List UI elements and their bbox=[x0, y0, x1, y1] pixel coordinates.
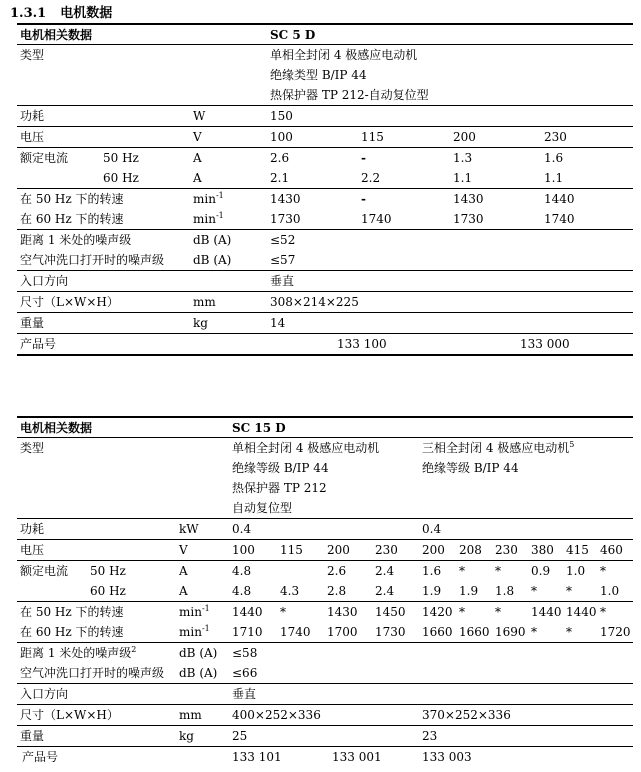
power-label: 功耗 bbox=[20, 109, 45, 123]
voltage-value: 460 bbox=[600, 543, 623, 557]
speed-value: 1440 bbox=[544, 192, 575, 206]
weight-unit: kg bbox=[193, 316, 208, 330]
speed-unit: $\min^{-1}$ bbox=[179, 624, 210, 639]
noise-row bbox=[17, 642, 633, 680]
voltage-value: 100 bbox=[232, 543, 255, 557]
speed-value: * bbox=[495, 605, 501, 619]
header-label: 电机相关数据 bbox=[20, 421, 93, 435]
weight-value: 25 bbox=[232, 729, 248, 743]
voltage-value: 200 bbox=[453, 130, 476, 144]
current-value: - bbox=[361, 151, 366, 165]
speed-value: * bbox=[280, 605, 286, 619]
power-label: 功耗 bbox=[20, 522, 45, 536]
type-line: 绝缘等级 B/IP 44 bbox=[232, 461, 329, 475]
inlet-value: 垂直 bbox=[270, 274, 295, 288]
noise-unit: dB (A) bbox=[193, 233, 232, 247]
speed-value: 1740 bbox=[361, 212, 392, 226]
speed-label: 在 50 Hz 下的转速 bbox=[20, 605, 124, 619]
speed-value: 1730 bbox=[453, 212, 484, 226]
product-label: 产品号 bbox=[20, 337, 57, 351]
product-row bbox=[17, 333, 633, 351]
header-model: SC 5 D bbox=[270, 28, 316, 42]
dims-value: 400×252×336 bbox=[232, 708, 321, 722]
product-value: 133 001 bbox=[332, 750, 382, 764]
current-value: * bbox=[495, 564, 501, 578]
type-label: 类型 bbox=[20, 441, 45, 455]
power-row bbox=[17, 518, 633, 536]
speed-value: 1420 bbox=[422, 605, 453, 619]
dims-unit: mm bbox=[179, 708, 202, 722]
weight-unit: kg bbox=[179, 729, 194, 743]
current-value: 1.6 bbox=[422, 564, 442, 578]
product-value: 133 100 bbox=[337, 337, 387, 351]
current-value: * bbox=[531, 584, 537, 598]
speed-value: 1740 bbox=[280, 625, 311, 639]
current-value: 1.0 bbox=[600, 584, 620, 598]
current-value: * bbox=[566, 584, 572, 598]
speed-value: 1430 bbox=[270, 192, 301, 206]
voltage-row bbox=[17, 539, 633, 557]
noise-value: ≤66 bbox=[232, 666, 258, 680]
type-row bbox=[17, 437, 633, 515]
product-value: 133 000 bbox=[520, 337, 570, 351]
weight-value: 14 bbox=[270, 316, 286, 330]
current-value: 1.0 bbox=[566, 564, 586, 578]
current-value: 2.6 bbox=[327, 564, 347, 578]
speed-value: 1710 bbox=[232, 625, 263, 639]
current-value: 0.9 bbox=[531, 564, 551, 578]
power-unit: kW bbox=[179, 522, 199, 536]
dims-row bbox=[17, 704, 633, 722]
header-label: 电机相关数据 bbox=[20, 28, 93, 42]
noise-value: ≤52 bbox=[270, 233, 296, 247]
current-value: 2.8 bbox=[327, 584, 347, 598]
type-line: 单相全封闭 4 极感应电动机 bbox=[270, 48, 418, 62]
speed-value: 1440 bbox=[232, 605, 263, 619]
inlet-row bbox=[17, 683, 633, 701]
voltage-unit: V bbox=[179, 543, 188, 557]
noise-value: ≤58 bbox=[232, 646, 258, 660]
current-row bbox=[17, 560, 633, 598]
noise-unit: dB (A) bbox=[179, 646, 218, 660]
table-header-row bbox=[17, 416, 633, 435]
speed-value: 1440 bbox=[566, 605, 597, 619]
noise-value: ≤57 bbox=[270, 253, 296, 267]
speed-label: 在 50 Hz 下的转速 bbox=[20, 192, 124, 206]
dims-row bbox=[17, 291, 633, 309]
section-heading bbox=[10, 2, 112, 21]
product-label: 产品号 bbox=[22, 750, 59, 764]
type-line: 热保护器 TP 212 bbox=[232, 481, 327, 495]
speed-value: - bbox=[361, 192, 366, 206]
current-value: 1.1 bbox=[544, 171, 564, 185]
voltage-value: 115 bbox=[361, 130, 384, 144]
speed-value: * bbox=[459, 605, 465, 619]
current-value: * bbox=[459, 564, 465, 578]
current-value: * bbox=[600, 564, 606, 578]
weight-label: 重量 bbox=[20, 316, 45, 330]
speed-value: 1740 bbox=[544, 212, 575, 226]
inlet-row bbox=[17, 270, 633, 288]
speed-value: * bbox=[566, 625, 572, 639]
current-value: 2.6 bbox=[270, 151, 290, 165]
inlet-label: 入口方向 bbox=[20, 687, 69, 701]
product-value: 133 003 bbox=[422, 750, 472, 764]
voltage-row bbox=[17, 126, 633, 144]
type-line: 单相全封闭 4 极感应电动机 bbox=[232, 441, 380, 455]
current-value: 1.9 bbox=[459, 584, 479, 598]
current-value: 4.3 bbox=[280, 584, 300, 598]
table-bottom-rule bbox=[17, 354, 633, 356]
speed-unit: $\min^{-1}$ bbox=[193, 211, 224, 226]
current-value: 2.2 bbox=[361, 171, 381, 185]
speed-value: 1430 bbox=[453, 192, 484, 206]
section-number: 1.3.1 bbox=[10, 6, 47, 21]
power-row bbox=[17, 105, 633, 123]
current-value: 1.9 bbox=[422, 584, 442, 598]
voltage-value: 230 bbox=[375, 543, 398, 557]
current-value: 2.4 bbox=[375, 584, 395, 598]
product-value: 133 101 bbox=[232, 750, 282, 764]
voltage-value: 100 bbox=[270, 130, 293, 144]
product-row bbox=[17, 746, 633, 764]
current-row bbox=[17, 147, 633, 185]
voltage-unit: V bbox=[193, 130, 202, 144]
noise-label: 空气冲洗口打开时的噪声级 bbox=[20, 253, 165, 267]
speed-label: 在 60 Hz 下的转速 bbox=[20, 212, 124, 226]
current-freq: 60 Hz bbox=[90, 584, 126, 598]
current-freq: 60 Hz bbox=[103, 171, 139, 185]
power-value: 0.4 bbox=[422, 522, 442, 536]
dims-unit: mm bbox=[193, 295, 216, 309]
current-value: 1.3 bbox=[453, 151, 473, 165]
speed-value: 1660 bbox=[459, 625, 490, 639]
current-freq: 50 Hz bbox=[103, 151, 139, 165]
weight-label: 重量 bbox=[20, 729, 45, 743]
voltage-value: 115 bbox=[280, 543, 303, 557]
type-line: 绝缘类型 B/IP 44 bbox=[270, 68, 367, 82]
speed-value: 1730 bbox=[270, 212, 301, 226]
speed-value: 1720 bbox=[600, 625, 631, 639]
noise-label: 距离 1 米处的噪声级$^2$ bbox=[20, 645, 137, 660]
speed-value: 1690 bbox=[495, 625, 526, 639]
dims-value: 308×214×225 bbox=[270, 295, 359, 309]
dims-label: 尺寸（L×W×H） bbox=[20, 708, 119, 722]
weight-row bbox=[17, 312, 633, 330]
speed-value: * bbox=[531, 625, 537, 639]
power-value: 0.4 bbox=[232, 522, 252, 536]
power-value: 150 bbox=[270, 109, 293, 123]
speed-unit: $\min^{-1}$ bbox=[193, 191, 224, 206]
noise-label: 距离 1 米处的噪声级 bbox=[20, 233, 132, 247]
current-label: 额定电流 bbox=[20, 151, 69, 165]
voltage-label: 电压 bbox=[20, 130, 45, 144]
voltage-value: 200 bbox=[422, 543, 445, 557]
voltage-value: 415 bbox=[566, 543, 589, 557]
current-unit: A bbox=[193, 171, 202, 185]
current-unit: A bbox=[179, 584, 188, 598]
voltage-value: 230 bbox=[495, 543, 518, 557]
current-unit: A bbox=[179, 564, 188, 578]
voltage-value: 208 bbox=[459, 543, 482, 557]
type-line: 绝缘等级 B/IP 44 bbox=[422, 461, 519, 475]
dims-value: 370×252×336 bbox=[422, 708, 511, 722]
speed-row bbox=[17, 601, 633, 639]
current-unit: A bbox=[193, 151, 202, 165]
current-value: 1.6 bbox=[544, 151, 564, 165]
speed-value: 1450 bbox=[375, 605, 406, 619]
current-value: 4.8 bbox=[232, 584, 252, 598]
type-line: 热保护器 TP 212-自动复位型 bbox=[270, 88, 429, 102]
header-model: SC 15 D bbox=[232, 421, 286, 435]
voltage-value: 230 bbox=[544, 130, 567, 144]
type-label: 类型 bbox=[20, 48, 45, 62]
inlet-label: 入口方向 bbox=[20, 274, 69, 288]
current-value: 2.1 bbox=[270, 171, 290, 185]
speed-unit: $\min^{-1}$ bbox=[179, 604, 210, 619]
dims-label: 尺寸（L×W×H） bbox=[20, 295, 119, 309]
speed-label: 在 60 Hz 下的转速 bbox=[20, 625, 124, 639]
speed-value: 1430 bbox=[327, 605, 358, 619]
speed-value: * bbox=[600, 605, 606, 619]
noise-label: 空气冲洗口打开时的噪声级 bbox=[20, 666, 165, 680]
weight-value: 23 bbox=[422, 729, 438, 743]
speed-value: 1660 bbox=[422, 625, 453, 639]
current-value: 2.4 bbox=[375, 564, 395, 578]
speed-row bbox=[17, 188, 633, 226]
power-unit: W bbox=[193, 109, 206, 123]
voltage-value: 200 bbox=[327, 543, 350, 557]
current-value: 1.1 bbox=[453, 171, 473, 185]
current-freq: 50 Hz bbox=[90, 564, 126, 578]
current-label: 额定电流 bbox=[20, 564, 69, 578]
type-line: 三相全封闭 4 极感应电动机$^5$ bbox=[422, 440, 575, 455]
inlet-value: 垂直 bbox=[232, 687, 257, 701]
current-value: 1.8 bbox=[495, 584, 515, 598]
section-title: 电机数据 bbox=[60, 6, 113, 21]
noise-unit: dB (A) bbox=[179, 666, 218, 680]
noise-row bbox=[17, 229, 633, 267]
speed-value: 1440 bbox=[531, 605, 562, 619]
table-header-row bbox=[17, 23, 633, 42]
type-row bbox=[17, 44, 633, 102]
voltage-label: 电压 bbox=[20, 543, 45, 557]
speed-value: 1730 bbox=[375, 625, 406, 639]
speed-value: 1700 bbox=[327, 625, 358, 639]
weight-row bbox=[17, 725, 633, 743]
voltage-value: 380 bbox=[531, 543, 554, 557]
noise-unit: dB (A) bbox=[193, 253, 232, 267]
current-value: 4.8 bbox=[232, 564, 252, 578]
type-line: 自动复位型 bbox=[232, 501, 293, 515]
